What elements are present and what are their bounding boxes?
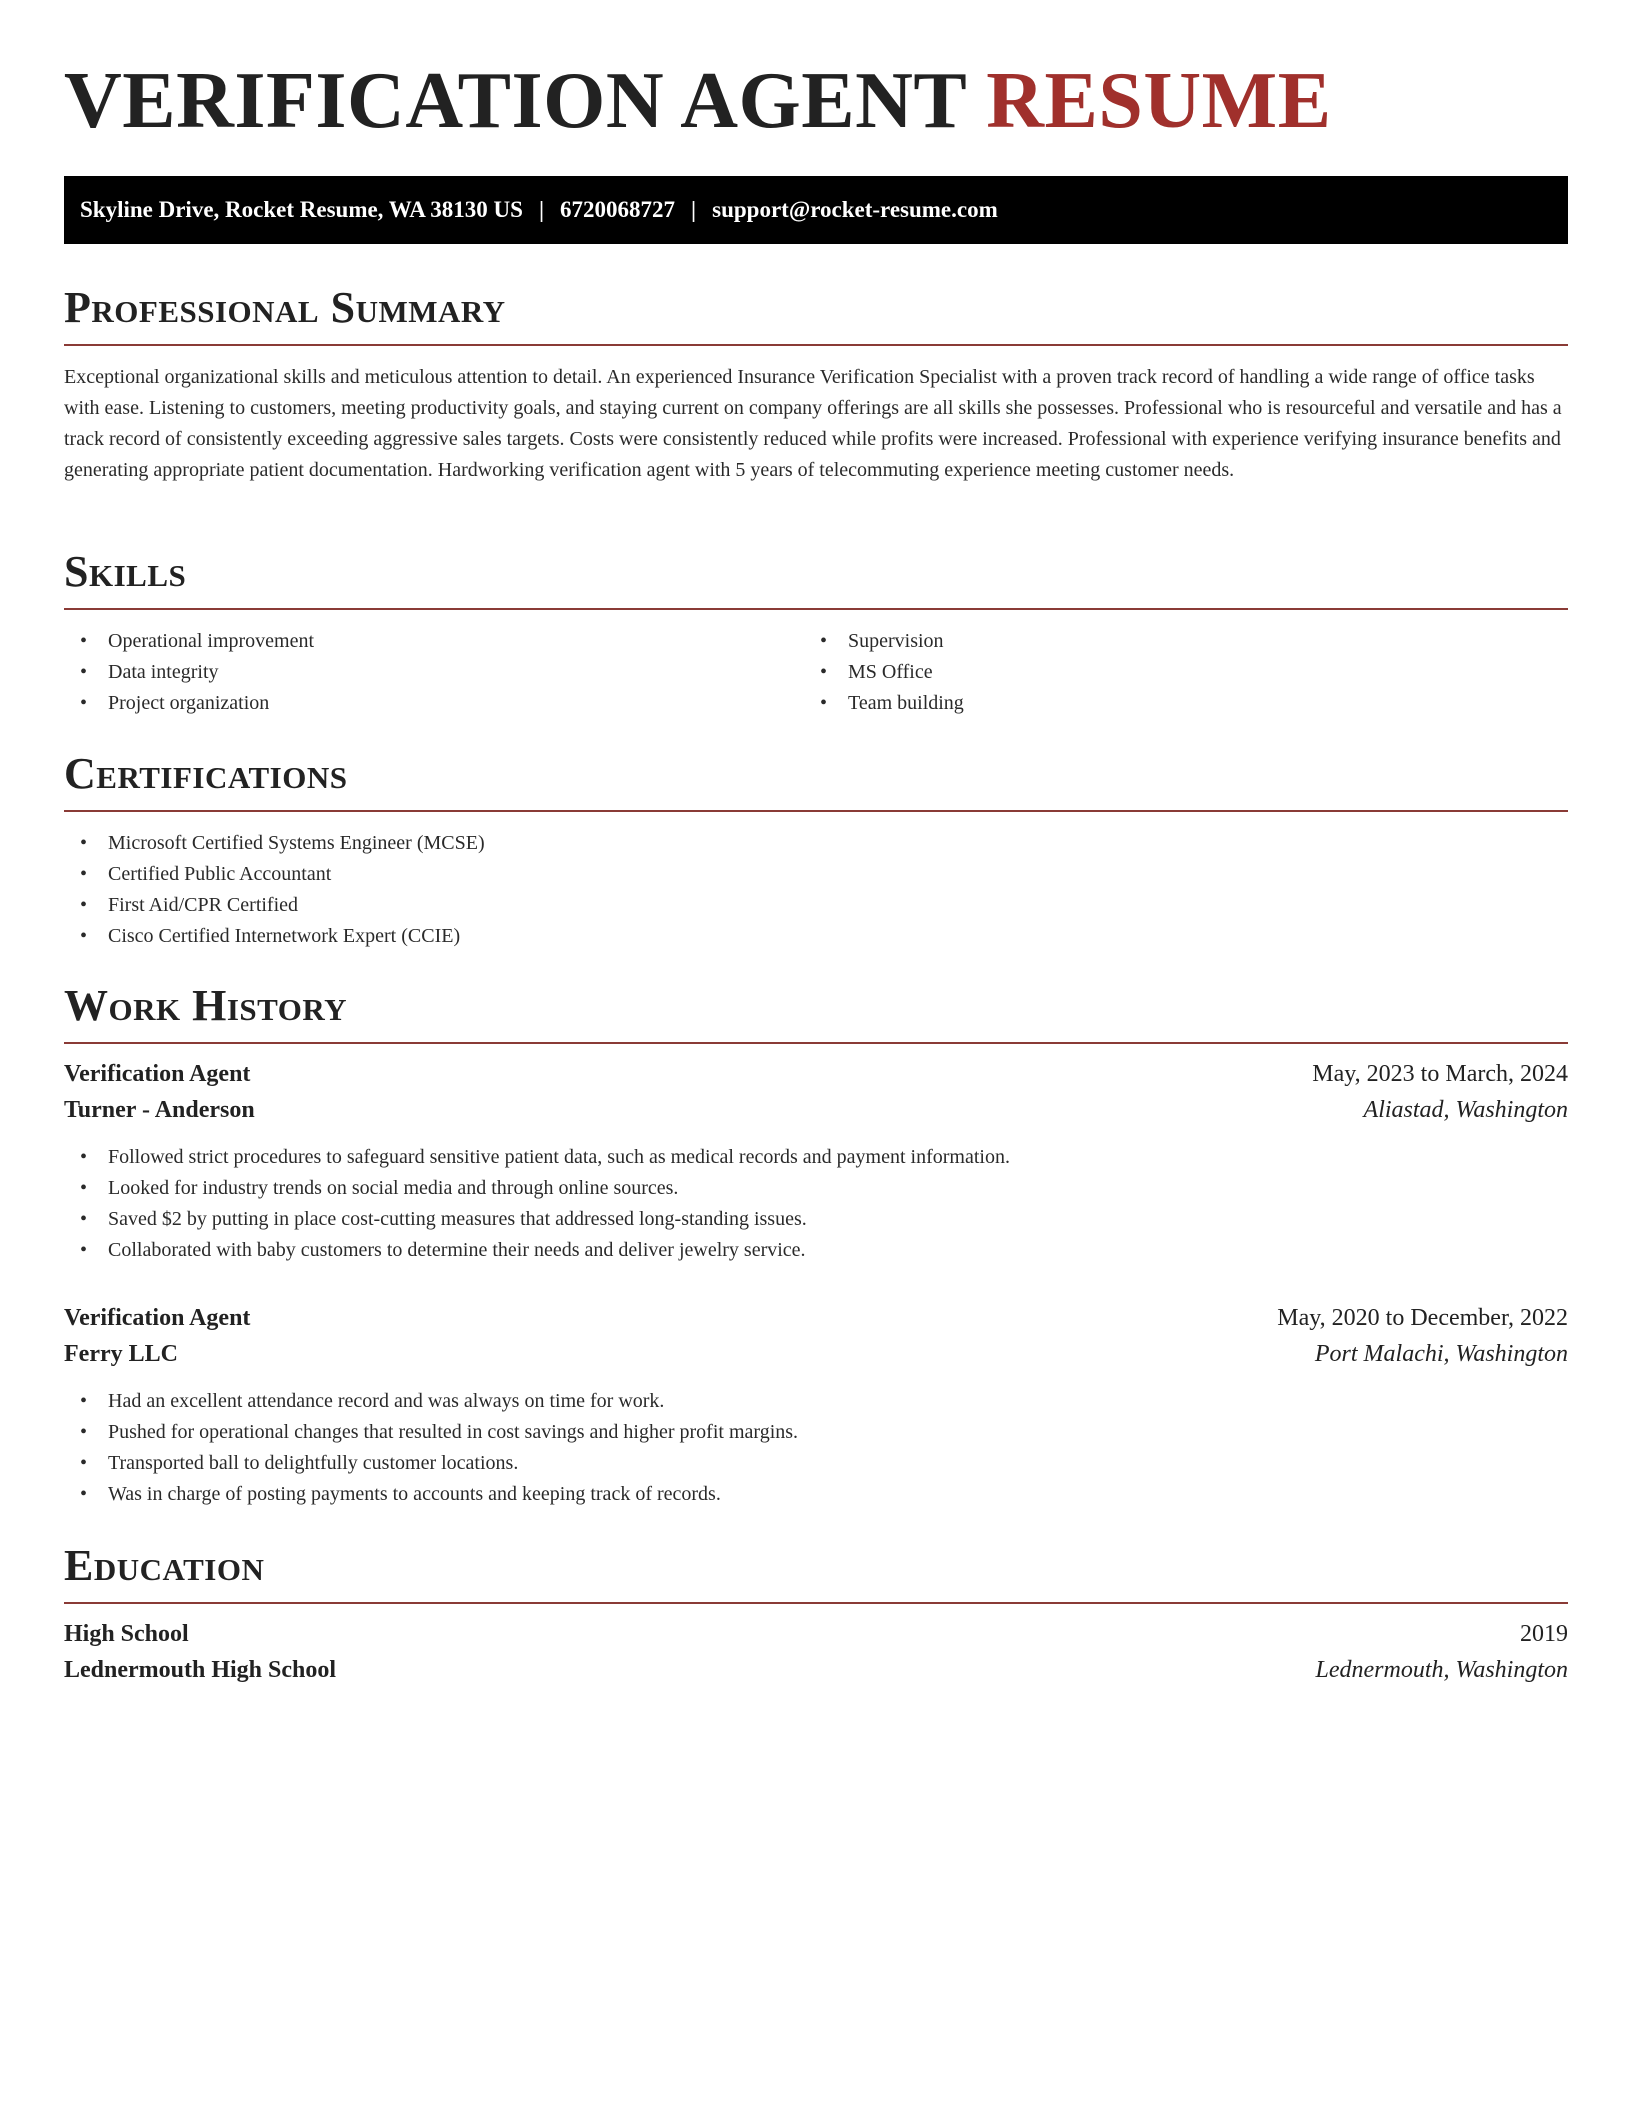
- contact-address: Skyline Drive, Rocket Resume, WA 38130 US: [80, 197, 523, 222]
- job-title-row: [64, 1300, 1568, 1336]
- certifications-list: [64, 828, 1568, 952]
- job-duty-item: • Looked for industry trends on social media and through online sources.: [64, 1173, 1568, 1204]
- skill-item: • Operational improvement: [64, 626, 804, 657]
- certification-item: • Microsoft Certified Systems Engineer (MCSE): [64, 828, 1568, 859]
- education-heading: Education: [64, 1541, 265, 1590]
- job-duty-item: • Collaborated with baby customers to determine their needs and deliver jewelry service.: [64, 1235, 1568, 1266]
- skill-item: • Data integrity: [64, 657, 804, 688]
- job-title-row: [64, 1056, 1568, 1092]
- skills-columns: [64, 626, 1568, 719]
- skills-heading: Skills: [64, 547, 187, 596]
- title-main: VERIFICATION AGENT: [64, 57, 966, 145]
- skills-list-left: [64, 626, 804, 719]
- section-divider: [64, 344, 1568, 346]
- job-company-row: [64, 1092, 1568, 1128]
- contact-separator: |: [538, 197, 545, 222]
- section-divider: [64, 810, 1568, 812]
- education-year: 2019: [1520, 1621, 1568, 1647]
- education-degree-row: [64, 1616, 1568, 1652]
- education-location: Lednermouth, Washington: [1315, 1657, 1568, 1683]
- summary-heading: Professional Summary: [64, 283, 506, 332]
- job-company: Ferry LLC: [64, 1341, 178, 1367]
- skills-list-right: [804, 626, 1544, 719]
- education-degree: High School: [64, 1621, 189, 1647]
- job-location: Aliastad, Washington: [1363, 1097, 1568, 1123]
- job-company-row: [64, 1336, 1568, 1372]
- education-school: Lednermouth High School: [64, 1657, 337, 1683]
- job-company: Turner - Anderson: [64, 1097, 255, 1123]
- skill-item: • Team building: [804, 688, 1544, 719]
- job-duties-list: [64, 1142, 1568, 1266]
- resume-title: [64, 0, 1568, 146]
- contact-phone: 6720068727: [560, 197, 676, 222]
- certification-item: • Cisco Certified Internetwork Expert (CCIE): [64, 921, 1568, 952]
- job-duty-item: • Followed strict procedures to safeguard sensitive patient data, such as medical records and payment information.: [64, 1142, 1568, 1173]
- job-duty-item: • Had an excellent attendance record and was always on time for work.: [64, 1386, 1568, 1417]
- job-duty-item: • Pushed for operational changes that resulted in cost savings and higher profit margins.: [64, 1417, 1568, 1448]
- skills-section: [64, 544, 1568, 719]
- job-duty-item: • Was in charge of posting payments to accounts and keeping track of records.: [64, 1479, 1568, 1510]
- certifications-section: [64, 746, 1568, 952]
- title-accent: RESUME: [986, 57, 1332, 145]
- certification-item: • First Aid/CPR Certified: [64, 890, 1568, 921]
- skill-item: • Project organization: [64, 688, 804, 719]
- job-dates: May, 2020 to December, 2022: [1277, 1305, 1568, 1331]
- job-title: Verification Agent: [64, 1061, 251, 1087]
- contact-email: support@rocket-resume.com: [712, 197, 998, 222]
- section-divider: [64, 1602, 1568, 1604]
- work-history-section: [64, 978, 1568, 1510]
- job-duty-item: • Saved $2 by putting in place cost-cutting measures that addressed long-standing issues.: [64, 1204, 1568, 1235]
- resume-page: [64, 0, 1568, 1683]
- job-entry: [64, 1056, 1568, 1266]
- section-divider: [64, 608, 1568, 610]
- contact-separator: |: [691, 197, 697, 222]
- summary-section: [64, 280, 1568, 486]
- job-title: Verification Agent: [64, 1305, 251, 1331]
- work-history-heading: Work History: [64, 981, 348, 1030]
- job-duty-item: • Transported ball to delightfully customer locations.: [64, 1448, 1568, 1479]
- job-dates: May, 2023 to March, 2024: [1312, 1061, 1568, 1087]
- certification-item: • Certified Public Accountant: [64, 859, 1568, 890]
- job-duties-list: [64, 1386, 1568, 1510]
- job-location: Port Malachi, Washington: [1314, 1341, 1568, 1367]
- education-section: [64, 1538, 1568, 1688]
- certifications-heading: Certifications: [64, 749, 348, 798]
- contact-bar: [64, 176, 1568, 244]
- skill-item: • Supervision: [804, 626, 1544, 657]
- skill-item: • MS Office: [804, 657, 1544, 688]
- education-school-row: [64, 1652, 1568, 1688]
- summary-text: Exceptional organizational skills and meticulous attention to detail. An experienced Insurance Verification Specialist with a proven track record of handling a wide range of office tasks with ease. Listening to customers, meeting productivity goals, and staying current on company offerings are all skills she possesses. Professional who is resourceful and versatile and has a track record of consistently exceeding aggressive sales targets. Costs were consistently reduced while profits were increased. Professional with experience verifying insurance benefits and generating appropriate patient documentation. Hardworking verification agent with 5 years of telecommuting experience meeting customer needs.: [64, 366, 1562, 481]
- education-entry: [64, 1616, 1568, 1688]
- section-divider: [64, 1042, 1568, 1044]
- job-entry: [64, 1300, 1568, 1510]
